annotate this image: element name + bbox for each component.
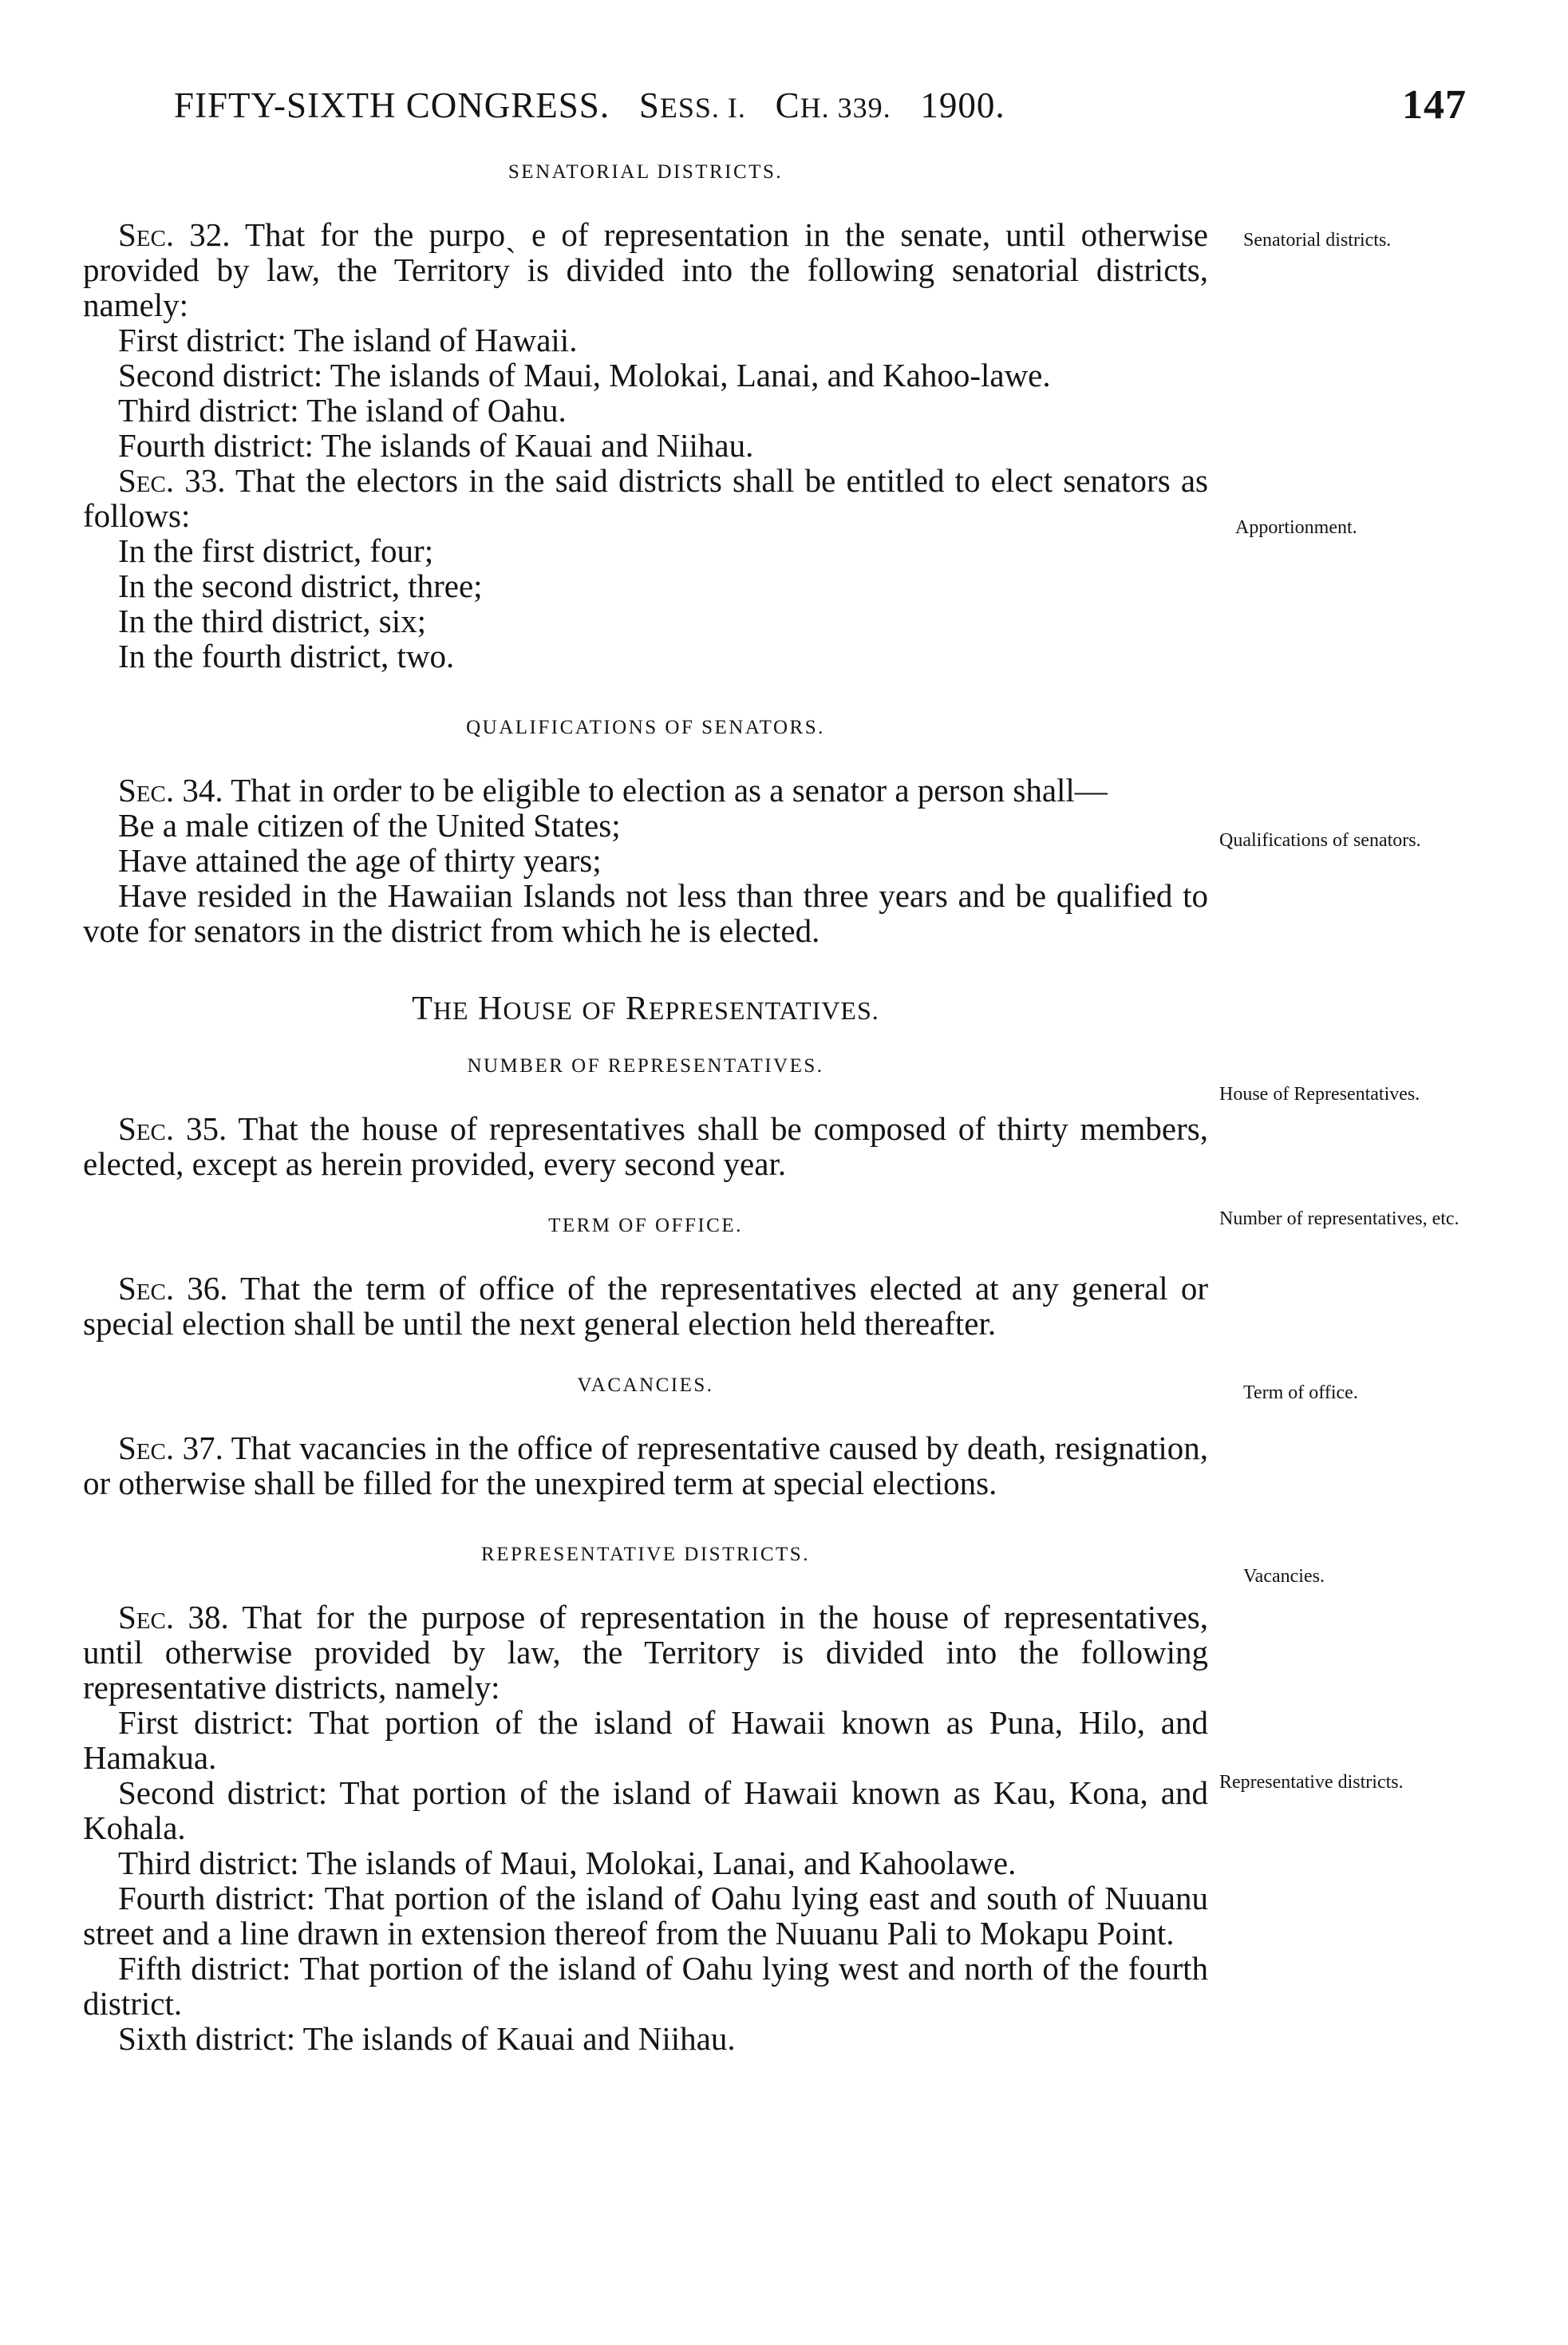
section-36 bbox=[83, 1271, 1208, 1341]
section-38-label: Sec. 38. bbox=[118, 1599, 229, 1635]
section-38-item: Second district: That portion of the island of Hawaii known as Kau, Kona, and Kohala. bbox=[83, 1774, 1208, 1846]
section-33-label: Sec. 33. bbox=[118, 462, 226, 499]
section-35 bbox=[83, 1111, 1208, 1181]
caption-house-the-initial: T bbox=[412, 991, 433, 1027]
section-33-text: That the electors in the said districts shall be entitled to elect senators as follows: bbox=[83, 462, 1209, 534]
section-37 bbox=[83, 1430, 1208, 1501]
margin-note-vacancies: Vacancies. bbox=[1243, 1566, 1325, 1587]
section-38-text: That for the purpose of representation in the house of representatives, until otherwise provided by law, the Territory is divided into the following representative districts, namely: bbox=[83, 1599, 1209, 1706]
section-38-item: Fourth district: That portion of the island of Oahu lying east and south of Nuuanu street and a line drawn in extension thereof from the Nuuanu Pali to Mokapu Point. bbox=[83, 1880, 1208, 1952]
caption-house-of-representatives bbox=[83, 987, 1208, 1033]
section-33-item: In the third district, six; bbox=[118, 603, 427, 639]
section-32-label: Sec. 32. bbox=[118, 216, 231, 253]
section-33-item: In the second district, three; bbox=[118, 567, 483, 604]
section-32-item: Second district: The islands of Maui, Molokai, Lanai, and Kahoo-lawe. bbox=[118, 357, 1051, 393]
margin-note-apportionment: Apportionment. bbox=[1235, 517, 1357, 538]
caption-number-of-representatives: NUMBER OF REPRESENTATIVES. bbox=[467, 1055, 824, 1077]
section-32-item: Fourth district: The islands of Kauai and Niihau. bbox=[118, 427, 754, 464]
body-column bbox=[83, 156, 1208, 2056]
year-label: 1900. bbox=[920, 85, 1005, 125]
chapter-initial: C bbox=[775, 85, 800, 125]
running-head-text bbox=[174, 73, 1005, 140]
caption-term-of-office: TERM OF OFFICE. bbox=[548, 1215, 743, 1236]
section-34-item: Have resided in the Hawaiian Islands not less than three years and be qualified to vote for senators in the district from which he is elected. bbox=[83, 877, 1208, 949]
section-32-text: That for the purpoˎ e of representation in the senate, until otherwise provided by law, the Territory is divided into the following senatorial districts, namely: bbox=[83, 216, 1208, 323]
section-38-item: First district: That portion of the island of Hawaii known as Puna, Hilo, and Hamakua. bbox=[83, 1704, 1208, 1776]
section-32 bbox=[83, 217, 1208, 322]
section-34-item: Be a male citizen of the United States; bbox=[118, 807, 621, 844]
section-38 bbox=[83, 1600, 1208, 1705]
margin-note-senatorial: Senatorial districts. bbox=[1243, 230, 1392, 251]
margin-notes bbox=[1219, 0, 1483, 2345]
margin-note-house: House of Representatives. bbox=[1219, 1084, 1420, 1105]
section-34-text: That in order to be eligible to election as a senator a person shall— bbox=[231, 772, 1108, 809]
section-36-label: Sec. 36. bbox=[118, 1270, 228, 1307]
session-rest: ESS. I. bbox=[659, 92, 746, 124]
section-38-item: Third district: The islands of Maui, Molokai, Lanai, and Kahoolawe. bbox=[118, 1845, 1017, 1881]
caption-house-r-rest: EPRESENTATIVES. bbox=[648, 996, 879, 1025]
session-initial: S bbox=[638, 85, 660, 125]
section-36-text: That the term of office of the representatives elected at any general or special election shall be until the next general election held thereafter. bbox=[83, 1270, 1209, 1342]
caption-qualifications: QUALIFICATIONS OF SENATORS. bbox=[466, 717, 825, 738]
section-33 bbox=[83, 463, 1208, 533]
chapter-rest: H. 339. bbox=[800, 92, 891, 124]
congress-label: FIFTY-SIXTH CONGRESS. bbox=[174, 85, 610, 125]
caption-house-of: OF bbox=[582, 996, 617, 1025]
caption-house-r-initial: R bbox=[625, 991, 649, 1027]
caption-house-h-rest: OUSE bbox=[503, 996, 573, 1025]
section-32-item: Third district: The island of Oahu. bbox=[118, 392, 567, 429]
section-34 bbox=[83, 773, 1208, 808]
section-37-label: Sec. 37. bbox=[118, 1430, 223, 1466]
margin-note-representative-districts: Representative districts. bbox=[1219, 1772, 1404, 1793]
section-37-text: That vacancies in the office of representative caused by death, resignation, or otherwise shall be filled for the unexpired term at special elections. bbox=[83, 1430, 1208, 1501]
caption-senatorial-districts: SENATORIAL DISTRICTS. bbox=[508, 161, 784, 183]
section-34-item: Have attained the age of thirty years; bbox=[118, 842, 602, 879]
section-33-item: In the first district, four; bbox=[118, 532, 434, 569]
caption-house-h-initial: H bbox=[478, 991, 504, 1027]
section-32-item: First district: The island of Hawaii. bbox=[118, 322, 578, 358]
page-number: 147 bbox=[1402, 82, 1467, 128]
caption-vacancies: VACANCIES. bbox=[577, 1374, 714, 1396]
margin-note-number: Number of representatives, etc. bbox=[1219, 1208, 1459, 1229]
section-38-item: Fifth district: That portion of the island of Oahu lying west and north of the fourth district. bbox=[83, 1950, 1208, 2022]
margin-note-qualifications: Qualifications of senators. bbox=[1219, 830, 1421, 851]
section-38-item: Sixth district: The islands of Kauai and Niihau. bbox=[118, 2020, 736, 2057]
margin-note-term: Term of office. bbox=[1243, 1382, 1358, 1403]
section-33-item: In the fourth district, two. bbox=[118, 638, 455, 674]
section-35-text: That the house of representatives shall be composed of thirty members, elected, except as herein provided, every second year. bbox=[83, 1110, 1208, 1182]
caption-house-the-rest: HE bbox=[432, 996, 469, 1025]
section-34-label: Sec. 34. bbox=[118, 772, 223, 809]
section-35-label: Sec. 35. bbox=[118, 1110, 227, 1147]
caption-representative-districts: REPRESENTATIVE DISTRICTS. bbox=[481, 1544, 810, 1565]
